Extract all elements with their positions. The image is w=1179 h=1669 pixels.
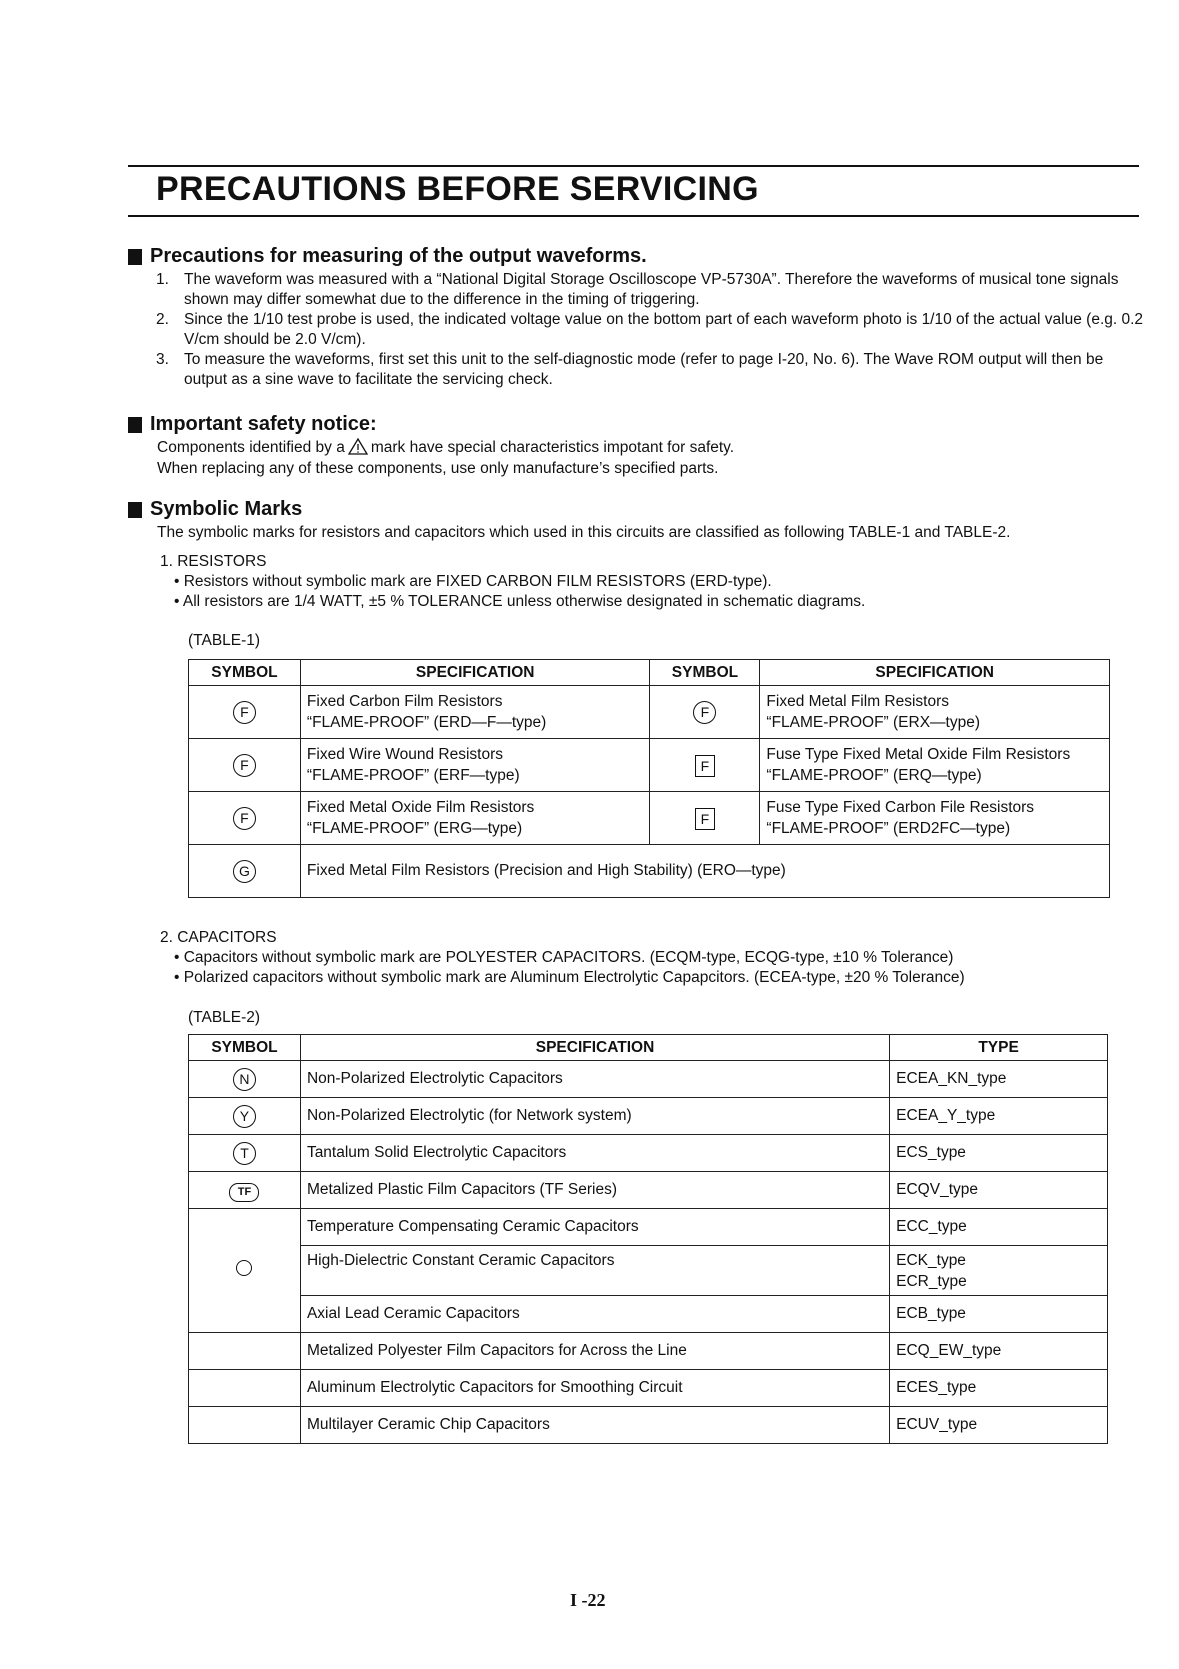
oval-tf-icon: TF (229, 1183, 259, 1202)
list-item (156, 350, 1146, 390)
column-header: SPECIFICATION (760, 660, 1110, 686)
spec-line: Fuse Type Fixed Metal Oxide Film Resistors (766, 746, 1071, 763)
section-heading-text: Important safety notice: (150, 413, 377, 435)
resistors-heading: 1. RESISTORS (160, 553, 267, 570)
spec-cell: Tantalum Solid Electrolytic Capacitors (300, 1135, 889, 1172)
spec-cell (760, 739, 1110, 792)
spec-cell: Temperature Compensating Ceramic Capacitors (300, 1209, 889, 1246)
symbol-cell (189, 845, 301, 898)
table-row (189, 739, 1110, 792)
type-cell: ECQV_type (890, 1172, 1108, 1209)
symbol-cell (650, 739, 760, 792)
table-row (189, 1407, 1108, 1444)
capacitors-notes (160, 928, 965, 988)
spec-line: “FLAME-PROOF” (ERD2FC—type) (766, 820, 1011, 837)
table-row (189, 686, 1110, 739)
column-header: SPECIFICATION (300, 660, 650, 686)
item-text: Since the 1/10 test probe is used, the indicated voltage value on the bottom part of each waveform photo is 1/10 of the actual value (e.g. 0.2 V/cm should be 2.0 V/cm). (184, 311, 1144, 348)
resistors-bullet: • Resistors without symbolic mark are FIXED CARBON FILM RESISTORS (ERD-type). (174, 573, 772, 590)
spec-line: Fixed Carbon Film Resistors (306, 693, 503, 710)
section-heading-text: Symbolic Marks (150, 498, 303, 520)
spec-line: Fuse Type Fixed Carbon File Resistors (766, 799, 1035, 816)
safety-line-1 (157, 437, 734, 458)
type-line: ECR_type (896, 1272, 967, 1290)
circled-n-icon: N (233, 1068, 256, 1091)
capacitors-bullet: • Polarized capacitors without symbolic mark are Aluminum Electrolytic Capapcitors. (ECEA-type, ±20 % Tolerance) (174, 969, 965, 986)
spec-cell: High-Dielectric Constant Ceramic Capacitors (300, 1246, 889, 1296)
symbol-cell (189, 1370, 301, 1407)
safety-line-1-start: Components identified by a (157, 439, 345, 456)
type-line: ECK_type (896, 1251, 966, 1269)
bullet-square-icon (128, 502, 142, 518)
spec-cell (760, 686, 1110, 739)
table-row (189, 1333, 1108, 1370)
symbol-cell (189, 1333, 301, 1370)
type-cell: ECQ_EW_type (890, 1333, 1108, 1370)
type-cell: ECEA_KN_type (890, 1061, 1108, 1098)
page-number: I -22 (570, 1590, 606, 1610)
spec-cell: Axial Lead Ceramic Capacitors (300, 1296, 889, 1333)
list-item (156, 270, 1146, 310)
circled-y-icon: Y (233, 1105, 256, 1128)
table-header-row (189, 660, 1110, 686)
capacitors-bullet: • Capacitors without symbolic mark are POLYESTER CAPACITORS. (ECQM-type, ECQG-type, ±10 % Tolerance) (174, 949, 954, 966)
title-top-rule (128, 165, 1139, 167)
circled-f-icon: F (233, 754, 256, 777)
circled-t-icon: T (233, 1142, 256, 1165)
section-heading-waveforms (128, 245, 647, 268)
type-cell: ECB_type (890, 1296, 1108, 1333)
spec-cell: Aluminum Electrolytic Capacitors for Smoothing Circuit (300, 1370, 889, 1407)
capacitors-heading: 2. CAPACITORS (160, 929, 277, 946)
resistors-bullet: • All resistors are 1/4 WATT, ±5 % TOLERANCE unless otherwise designated in schematic diagrams. (174, 593, 866, 610)
bullet-square-icon (128, 417, 142, 433)
table-row (189, 1061, 1108, 1098)
type-cell: ECUV_type (890, 1407, 1108, 1444)
symbol-cell (189, 1407, 301, 1444)
table-row (189, 1172, 1108, 1209)
symbol-cell (189, 1061, 301, 1098)
symbol-cell (189, 1098, 301, 1135)
spec-line: “FLAME-PROOF” (ERG—type) (306, 820, 523, 837)
column-header: TYPE (890, 1035, 1108, 1061)
warning-triangle-icon (348, 438, 368, 455)
spec-cell (760, 792, 1110, 845)
safety-line-1-end: mark have special characteristics impotant for safety. (370, 439, 735, 456)
type-cell: ECS_type (890, 1135, 1108, 1172)
spec-cell (300, 739, 650, 792)
section-heading-symbolic-marks (128, 498, 302, 521)
spec-line: “FLAME-PROOF” (ERQ—type) (766, 767, 982, 784)
section-heading-safety (128, 413, 377, 436)
symbol-cell (189, 739, 301, 792)
resistors-notes (160, 552, 865, 612)
spec-line: “FLAME-PROOF” (ERD—F—type) (306, 714, 547, 731)
safety-line-2: When replacing any of these components, use only manufacture’s specified parts. (157, 460, 719, 477)
waveform-notes-list (156, 270, 1146, 390)
column-header: SPECIFICATION (300, 1035, 889, 1061)
item-number: 1. (156, 271, 169, 288)
table-header-row (189, 1035, 1108, 1061)
spec-cell (300, 686, 650, 739)
type-cell: ECES_type (890, 1370, 1108, 1407)
item-text: The waveform was measured with a “National Digital Storage Oscilloscope VP-5730A”. Therefore the waveforms of musical tone signals shown may differ somewhat due to the difference in the timing of triggering. (184, 271, 1119, 308)
table-row (189, 1246, 1108, 1296)
spec-line: Fixed Metal Film Resistors (766, 693, 950, 710)
table-row (189, 1209, 1108, 1246)
spec-line: “FLAME-PROOF” (ERX—type) (766, 714, 980, 731)
column-header: SYMBOL (189, 1035, 301, 1061)
column-header: SYMBOL (650, 660, 760, 686)
page-title: PRECAUTIONS BEFORE SERVICING (156, 170, 759, 208)
type-cell: ECC_type (890, 1209, 1108, 1246)
type-cell: ECEA_Y_type (890, 1098, 1108, 1135)
circled-f-icon: F (693, 701, 716, 724)
spec-cell: Non-Polarized Electrolytic Capacitors (300, 1061, 889, 1098)
boxed-f-icon: F (695, 755, 715, 777)
spec-cell: Multilayer Ceramic Chip Capacitors (300, 1407, 889, 1444)
item-number: 2. (156, 311, 169, 328)
symbol-cell (650, 792, 760, 845)
circled-f-icon: F (233, 701, 256, 724)
title-bottom-rule (128, 215, 1139, 217)
table-row (189, 1098, 1108, 1135)
item-number: 3. (156, 351, 169, 368)
symbol-cell (189, 792, 301, 845)
symbol-cell (189, 1209, 301, 1333)
circled-f-icon: F (233, 807, 256, 830)
column-header: SYMBOL (189, 660, 301, 686)
spec-cell: Metalized Polyester Film Capacitors for Across the Line (300, 1333, 889, 1370)
safety-notice-text (157, 437, 734, 479)
symbol-cell (189, 1172, 301, 1209)
spec-cell: Non-Polarized Electrolytic (for Network system) (300, 1098, 889, 1135)
circled-g-icon: G (233, 860, 256, 883)
type-cell (890, 1246, 1108, 1296)
bullet-square-icon (128, 249, 142, 265)
spec-cell: Metalized Plastic Film Capacitors (TF Series) (300, 1172, 889, 1209)
table1-caption: (TABLE-1) (188, 632, 261, 649)
table-row (189, 792, 1110, 845)
boxed-f-icon: F (695, 808, 715, 830)
table-row (189, 845, 1110, 898)
symbol-cell (189, 1135, 301, 1172)
table1-resistors (188, 659, 1110, 898)
section-heading-text: Precautions for measuring of the output waveforms. (150, 245, 647, 267)
spec-cell: Fixed Metal Film Resistors (Precision and High Stability) (ERO—type) (300, 845, 1109, 898)
plain-circle-icon (236, 1260, 252, 1276)
spec-line: “FLAME-PROOF” (ERF—type) (306, 767, 520, 784)
item-text: To measure the waveforms, first set this unit to the self-diagnostic mode (refer to page I-20, No. 6). The Wave ROM output will then be output as a sine wave to facilitate the servicing check. (184, 351, 1104, 388)
spec-cell (300, 792, 650, 845)
list-item (156, 310, 1146, 350)
table2-caption: (TABLE-2) (188, 1009, 261, 1026)
table-row (189, 1296, 1108, 1333)
symbol-cell (650, 686, 760, 739)
symbolic-marks-intro: The symbolic marks for resistors and capacitors which used in this circuits are classified as following TABLE-1 and TABLE-2. (157, 524, 1011, 541)
spec-line: Fixed Wire Wound Resistors (306, 746, 504, 763)
table-row (189, 1135, 1108, 1172)
spec-line: Fixed Metal Oxide Film Resistors (306, 799, 535, 816)
table-row (189, 1370, 1108, 1407)
table2-capacitors (188, 1034, 1108, 1444)
symbol-cell (189, 686, 301, 739)
